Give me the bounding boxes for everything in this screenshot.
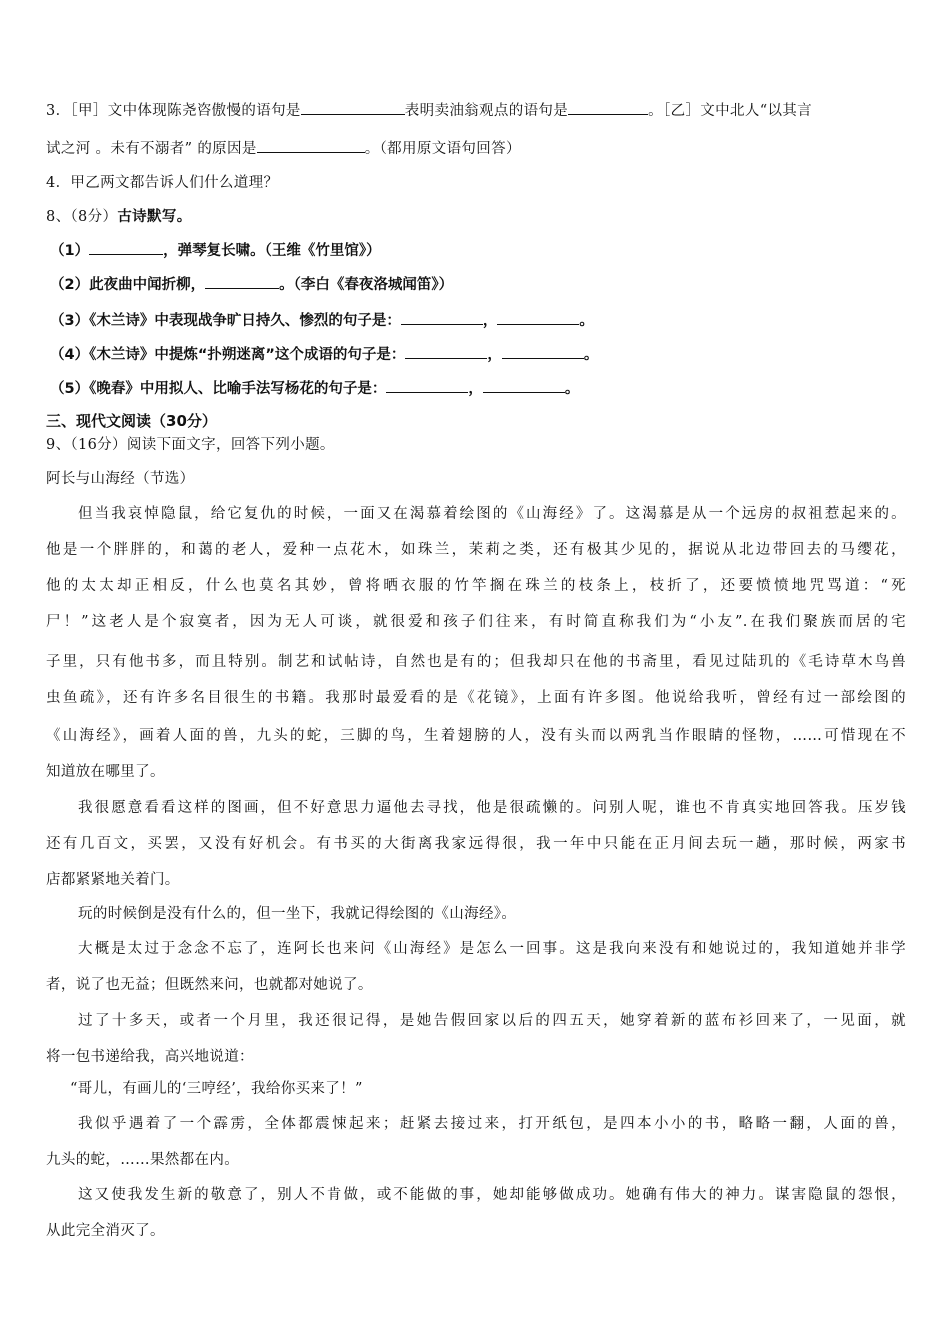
q8-item-1-text: ，弹琴复长啸。（王维《竹里馆》） [163, 243, 381, 259]
q3-line-2 [46, 138, 906, 160]
q8-item-2 [50, 274, 906, 296]
q8-item-4-text: （4）《木兰诗》中提炼“扑朔迷离”这个成语的句子是： [50, 347, 406, 363]
article-line: 但当我哀悼隐鼠，给它复仇的时候，一面又在渴慕着绘图的《山海经》了。这渴慕是从一个远房的叔祖惹起来的。 [78, 506, 906, 522]
article-line: 玩的时候倒是没有什么的，但一坐下，我就记得绘图的《山海经》。 [78, 906, 517, 922]
q3-text-a: 3．［甲］文中体现陈尧咨傲慢的语句是 [46, 103, 301, 119]
q8-item-3-sep: ， [482, 313, 498, 329]
answer-blank[interactable] [386, 378, 468, 393]
q8-item-5-end: 。 [564, 381, 580, 397]
q3-text-b: 表明卖油翁观点的语句是 [404, 103, 569, 119]
article-line: “哥儿，有画儿的‘三哼经’，我给你买来了！” [70, 1081, 363, 1097]
article-line: 子里，只有他书多，而且特别。制艺和试帖诗，自然也是有的；但我却只在他的书斋里，看见过陆玑的《毛诗草木鸟兽 [46, 654, 906, 670]
q8-item-4-end: 。 [583, 347, 599, 363]
article-line: 过了十多天，或者一个月里，我还很记得，是她告假回家以后的四五天，她穿着新的蓝布衫回来了，一见面，就 [78, 1013, 906, 1029]
article-line: 大概是太过于念念不忘了，连阿长也来问《山海经》是怎么一回事。这是我向来没有和她说过的，我知道她并非学 [78, 941, 906, 957]
q8-item-5-text: （5）《晚春》中用拟人、比喻手法写杨花的句子是： [50, 381, 387, 397]
q8-item-2-text-b: 。（李白《春夜洛城闻笛》） [279, 277, 454, 293]
q8-item-1 [50, 240, 906, 262]
q8-item-3-end: 。 [579, 313, 594, 329]
answer-blank[interactable] [483, 378, 565, 393]
article-line: 《山海经》，画着人面的兽，九头的蛇，三脚的鸟，生着翅膀的人，没有头而以两乳当作眼睛的怪物，……可惜现在不 [46, 728, 906, 744]
article-line: 虫鱼疏》，还有许多名目很生的书籍。我那时最爱看的是《花镜》，上面有许多图。他说给我听，曾经有过一部绘图的 [46, 690, 906, 706]
article-line: 知道放在哪里了。 [46, 764, 165, 780]
q3-text-e: 。（都用原文语句回答） [364, 141, 521, 157]
article-line: 他的太太却正相反，什么也莫名其妙，曾将晒衣服的竹竿搁在珠兰的枝条上，枝折了，还要愤愤地咒骂道：“死 [46, 578, 906, 594]
answer-blank[interactable] [405, 344, 487, 359]
q8-item-3-text: （3）《木兰诗》中表现战争旷日持久、惨烈的句子是： [50, 313, 401, 329]
answer-blank[interactable] [257, 138, 365, 153]
q8-item-4 [50, 344, 906, 366]
q8-item-1-number: （1） [50, 243, 90, 259]
q4-text: 4．甲乙两文都告诉人们什么道理？ [46, 175, 279, 191]
article-line: 我很愿意看看这样的图画，但不好意思力逼他去寻找，他是很疏懒的。问别人呢，谁也不肯真实地回答我。压岁钱 [78, 800, 906, 816]
article-line: 店都紧紧地关着门。 [46, 872, 180, 888]
article-line: 还有几百文，买罢，又没有好机会。有书买的大街离我家远得很，我一年中只能在正月间去玩一趟，那时候，两家书 [46, 836, 906, 852]
answer-blank[interactable] [205, 274, 279, 289]
q3-text-c: 。［乙］文中北人“以其言 [648, 103, 813, 119]
article-line: 这又使我发生新的敬意了，别人不肯做，或不能做的事，她却能够做成功。她确有伟大的神力。谋害隐鼠的怨恨， [78, 1187, 906, 1203]
q3-text-d: 试之河 。未有不溺者” 的原因是 [46, 141, 257, 157]
q3-line-1 [46, 100, 906, 122]
q8-item-5-sep: ， [468, 381, 483, 397]
article-line: 九头的蛇，……果然都在内。 [46, 1152, 240, 1168]
answer-blank[interactable] [568, 100, 648, 115]
section-3-heading: 三、现代文阅读（30分） [46, 412, 217, 430]
answer-blank[interactable] [502, 344, 584, 359]
q8-prefix: 8、（8分） [46, 209, 118, 225]
q8-item-2-text-a: （2）此夜曲中闻折柳， [50, 277, 206, 293]
q8-item-5 [50, 378, 906, 400]
article-title: 阿长与山海经（节选） [46, 471, 195, 487]
answer-blank[interactable] [401, 310, 483, 325]
article-line: 他是一个胖胖的，和蔼的老人，爱种一点花木，如珠兰，茉莉之类，还有极其少见的，据说从北边带回去的马缨花， [46, 542, 906, 558]
article-line: 将一包书递给我，高兴地说道： [46, 1049, 254, 1065]
q9-instruction: 9、（16分）阅读下面文字，回答下列小题。 [46, 437, 335, 453]
q8-title: 古诗默写。 [117, 209, 192, 225]
article-line: 我似乎遇着了一个霹雳，全体都震悚起来；赶紧去接过来，打开纸包，是四本小小的书，略略一翻，人面的兽， [78, 1116, 906, 1132]
answer-blank[interactable] [301, 100, 405, 115]
article-line: 尸！”这老人是个寂寞者，因为无人可谈，就很爱和孩子们往来，有时简直称我们为“小友”.在我们聚族而居的宅 [46, 614, 906, 630]
q8-heading [46, 206, 906, 228]
article-line: 从此完全消灭了。 [46, 1223, 165, 1239]
answer-blank[interactable] [89, 240, 163, 255]
answer-blank[interactable] [497, 310, 579, 325]
q8-item-4-sep: ， [487, 347, 502, 363]
article-line: 者，说了也无益；但既然来问，也就都对她说了。 [46, 977, 373, 993]
q8-item-3 [50, 310, 906, 332]
